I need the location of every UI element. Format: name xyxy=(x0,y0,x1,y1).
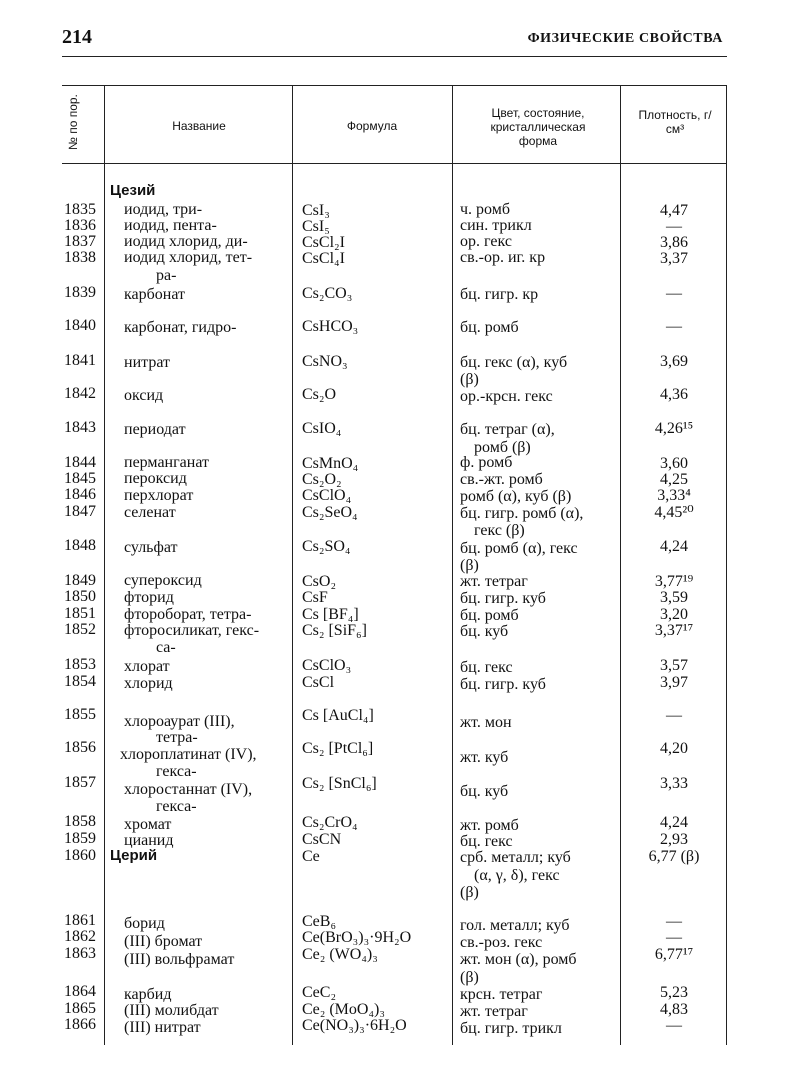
compound-name: иодид хлорид, ди- xyxy=(124,233,248,250)
compound-name: перманганат xyxy=(124,454,210,471)
compound-description: св.-жт. ромб xyxy=(460,471,543,488)
row-number: 1852 xyxy=(64,621,96,638)
compound-description: бц. гекс xyxy=(460,659,513,676)
compound-description: син. трикл xyxy=(460,217,532,234)
compound-name: супероксид xyxy=(124,572,202,589)
compound-formula: Cs [BF₄] xyxy=(302,606,359,623)
row-number: 1861 xyxy=(64,912,96,929)
compound-description: гекс (β) xyxy=(474,522,525,539)
compound-formula: CsCl₄I xyxy=(302,250,345,267)
row-number: 1864 xyxy=(64,983,96,1000)
compound-density: 3,37¹⁷ xyxy=(654,622,694,639)
compound-description: бц. гекс xyxy=(460,833,513,850)
compound-formula: CeC₂ xyxy=(302,984,337,1001)
compound-density: 4,20 xyxy=(660,740,688,757)
compound-name: (III) бромат xyxy=(124,933,203,950)
compound-density: 4,83 xyxy=(660,1001,688,1018)
compound-density: 6,77 (β) xyxy=(648,848,700,865)
compound-formula: Ce₂ (WO₄)₃ xyxy=(302,946,378,963)
compound-description: бц. куб xyxy=(460,783,509,800)
compound-description: жт. ромб xyxy=(460,817,519,834)
compound-description: (α, γ, δ), гекс xyxy=(474,867,560,884)
table-top-border xyxy=(62,85,727,86)
compound-name: оксид xyxy=(124,387,164,404)
compound-density: 3,33⁴ xyxy=(657,487,691,504)
row-number: 1862 xyxy=(64,928,96,945)
compound-description: ф. ромб xyxy=(460,454,513,471)
compound-formula: CsI₅ xyxy=(302,218,330,235)
row-number: 1850 xyxy=(64,588,96,605)
compound-name: сульфат xyxy=(124,539,178,556)
compound-density: 4,24 xyxy=(660,538,688,555)
column-divider xyxy=(292,85,293,1045)
compound-density: 6,77¹⁷ xyxy=(654,946,694,963)
compound-description: жт. куб xyxy=(460,749,509,766)
row-number: 1851 xyxy=(64,605,96,622)
row-number: 1863 xyxy=(64,945,96,962)
compound-description: бц. гигр. кр xyxy=(460,286,539,303)
compound-name: карбонат xyxy=(124,286,186,303)
compound-name: хлорат xyxy=(124,658,170,675)
compound-formula: Ce xyxy=(302,848,320,865)
compound-formula: CsCl xyxy=(302,674,335,691)
compound-description: (β) xyxy=(460,557,479,574)
row-number: 1847 xyxy=(64,503,96,520)
column-header-num: № по пор. xyxy=(66,94,80,150)
column-header-color: Цвет, состояние, кристаллическая форма xyxy=(490,106,586,148)
compound-name: хлоростаннат (IV), xyxy=(124,781,253,798)
compound-description: ор.-крсн. гекс xyxy=(460,388,553,405)
compound-name: иодид, пента- xyxy=(124,217,217,234)
column-header-density: Плотность, г/см³ xyxy=(638,108,712,136)
compound-description: бц. ромб xyxy=(460,607,519,624)
compound-formula: Cs₂ [SnCl₆] xyxy=(302,775,377,792)
section-title: ФИЗИЧЕСКИЕ СВОЙСТВА xyxy=(527,31,723,46)
compound-density: 3,37 xyxy=(660,250,688,267)
row-number: 1840 xyxy=(64,317,96,334)
compound-formula: Cs₂CO₃ xyxy=(302,285,353,302)
compound-formula: Cs₂ [PtCl₆] xyxy=(302,740,374,757)
compound-description: бц. ромб (α), гекс xyxy=(460,540,578,557)
compound-density: 4,26¹⁵ xyxy=(654,420,694,437)
column-divider xyxy=(452,85,453,1045)
compound-name: периодат xyxy=(124,421,186,438)
compound-name: хлорид xyxy=(124,675,173,692)
compound-formula: Ce₂ (MoO₄)₃ xyxy=(302,1001,385,1018)
compound-description: св.-роз. гекс xyxy=(460,934,543,951)
compound-density: — xyxy=(666,218,682,235)
compound-formula: CsO₂ xyxy=(302,573,337,590)
compound-name: фторид xyxy=(124,589,174,606)
compound-name: гекса- xyxy=(156,798,197,815)
compound-density: — xyxy=(666,1017,682,1034)
column-divider xyxy=(104,85,105,1045)
compound-name: карбонат, гидро- xyxy=(124,319,237,336)
row-number: 1865 xyxy=(64,1000,96,1017)
compound-density: 4,45²⁰ xyxy=(654,504,694,521)
row-number: 1854 xyxy=(64,673,96,690)
row-number: 1849 xyxy=(64,572,96,589)
compound-description: бц. гигр. трикл xyxy=(460,1020,562,1037)
compound-description: ор. гекс xyxy=(460,233,512,250)
row-number: 1859 xyxy=(64,830,96,847)
compound-name: перхлорат xyxy=(124,487,194,504)
compound-formula: CsI₃ xyxy=(302,202,330,219)
compound-description: жт. мон xyxy=(460,714,512,731)
compound-density: 4,25 xyxy=(660,471,688,488)
header-rule xyxy=(62,56,727,57)
compound-name: борид xyxy=(124,915,165,932)
table-header-border xyxy=(62,163,727,164)
compound-description: ромб (α), куб (β) xyxy=(460,488,572,505)
compound-description: гол. металл; куб xyxy=(460,917,570,934)
compound-description: бц. гигр. куб xyxy=(460,676,546,693)
compound-description: бц. куб xyxy=(460,623,509,640)
row-number: 1835 xyxy=(64,201,96,218)
compound-description: бц. гигр. ромб (α), xyxy=(460,505,584,522)
compound-name: гекса- xyxy=(156,763,197,780)
row-number: 1855 xyxy=(64,706,96,723)
compound-description: крсн. тетраг xyxy=(460,986,543,1003)
compound-description: жт. мон (α), ромб xyxy=(460,951,577,968)
compound-name: иодид хлорид, тет- xyxy=(124,249,253,266)
compound-formula: Cs [AuCl₄] xyxy=(302,707,374,724)
compound-name: ра- xyxy=(156,267,177,284)
compound-formula: CsCN xyxy=(302,831,342,848)
compound-formula: CsIO₄ xyxy=(302,420,342,437)
compound-description: (β) xyxy=(460,969,479,986)
column-divider xyxy=(620,85,621,1045)
compound-name: хлороплатинат (IV), xyxy=(120,746,257,763)
row-number: 1842 xyxy=(64,385,96,402)
row-number: 1841 xyxy=(64,352,96,369)
row-number: 1858 xyxy=(64,813,96,830)
row-number: 1853 xyxy=(64,656,96,673)
compound-name: тетра- xyxy=(156,729,198,746)
compound-description: ромб (β) xyxy=(474,439,531,456)
compound-description: (β) xyxy=(460,884,479,901)
compound-description: жт. тетраг xyxy=(460,573,528,590)
section-heading: Цезий xyxy=(110,182,156,199)
compound-formula: CsMnO₄ xyxy=(302,455,359,472)
compound-description: бц. гекс (α), куб xyxy=(460,354,568,371)
compound-density: 3,57 xyxy=(660,657,688,674)
row-number: 1846 xyxy=(64,486,96,503)
row-number: 1843 xyxy=(64,419,96,436)
compound-density: — xyxy=(666,318,682,335)
row-number: 1848 xyxy=(64,537,96,554)
column-header-name: Название xyxy=(172,119,226,133)
row-number: 1860 xyxy=(64,847,96,864)
row-number: 1838 xyxy=(64,249,96,266)
compound-density: — xyxy=(666,913,682,930)
page-number: 214 xyxy=(62,26,92,48)
compound-formula: CsHCO₃ xyxy=(302,318,359,335)
compound-formula: CsNO₃ xyxy=(302,353,348,370)
compound-density: 3,60 xyxy=(660,455,688,472)
compound-name: хлороаурат (III), xyxy=(124,713,235,730)
compound-density: 3,59 xyxy=(660,589,688,606)
compound-formula: CeB₆ xyxy=(302,913,337,930)
compound-formula: CsClO₃ xyxy=(302,657,352,674)
compound-name: иодид, три- xyxy=(124,201,203,218)
compound-description: бц. тетраг (α), xyxy=(460,421,555,438)
compound-density: — xyxy=(666,707,682,724)
compound-description: ч. ромб xyxy=(460,201,511,218)
compound-density: — xyxy=(666,929,682,946)
compound-formula: Cs₂SeO₄ xyxy=(302,504,358,521)
compound-name: (III) нитрат xyxy=(124,1019,201,1036)
row-number: 1856 xyxy=(64,739,96,756)
compound-density: 2,93 xyxy=(660,831,688,848)
row-number: 1837 xyxy=(64,233,96,250)
compound-density: 3,86 xyxy=(660,234,688,251)
compound-formula: Cs₂SO₄ xyxy=(302,538,351,555)
compound-name: са- xyxy=(156,639,176,656)
compound-formula: CsCl₂I xyxy=(302,234,345,251)
compound-formula: Cs₂O xyxy=(302,386,337,403)
compound-density: 3,97 xyxy=(660,674,688,691)
section-heading: Церий xyxy=(110,847,158,864)
compound-name: цианид xyxy=(124,832,174,849)
compound-density: 3,33 xyxy=(660,775,688,792)
compound-name: (III) молибдат xyxy=(124,1002,219,1019)
compound-description: срб. металл; куб xyxy=(460,849,571,866)
compound-description: (β) xyxy=(460,371,479,388)
compound-name: фторосиликат, гекс- xyxy=(124,622,260,639)
compound-formula: Cs₂O₂ xyxy=(302,471,342,488)
compound-formula: CsClO₄ xyxy=(302,487,352,504)
compound-density: 3,77¹⁹ xyxy=(654,573,694,590)
compound-description: бц. ромб xyxy=(460,319,519,336)
column-header-formula: Формула xyxy=(346,119,398,133)
column-divider xyxy=(726,85,727,1045)
compound-formula: Cs₂ [SiF₆] xyxy=(302,622,367,639)
compound-formula: CsF xyxy=(302,589,328,606)
compound-description: св.-ор. иг. кр xyxy=(460,249,546,266)
compound-density: 5,23 xyxy=(660,984,688,1001)
compound-formula: Cs₂CrO₄ xyxy=(302,814,358,831)
compound-name: карбид xyxy=(124,986,172,1003)
compound-density: 3,20 xyxy=(660,606,688,623)
row-number: 1839 xyxy=(64,284,96,301)
row-number: 1857 xyxy=(64,774,96,791)
compound-name: нитрат xyxy=(124,354,170,371)
compound-name: селенат xyxy=(124,504,176,521)
compound-formula: Ce(NO₃)₃·6H₂O xyxy=(302,1017,407,1034)
compound-description: бц. гигр. куб xyxy=(460,590,546,607)
compound-formula: Ce(BrO₃)₃·9H₂O xyxy=(302,929,412,946)
compound-density: 4,24 xyxy=(660,814,688,831)
compound-name: фтороборат, тетра- xyxy=(124,606,252,623)
compound-name: пероксид xyxy=(124,470,187,487)
compound-name: (III) вольфрамат xyxy=(124,951,235,968)
compound-density: — xyxy=(666,285,682,302)
row-number: 1836 xyxy=(64,217,96,234)
row-number: 1866 xyxy=(64,1016,96,1033)
compound-density: 3,69 xyxy=(660,353,688,370)
compound-description: жт. тетраг xyxy=(460,1003,528,1020)
row-number: 1845 xyxy=(64,470,96,487)
compound-density: 4,47 xyxy=(660,202,688,219)
row-number: 1844 xyxy=(64,454,96,471)
compound-density: 4,36 xyxy=(660,386,688,403)
compound-name: хромат xyxy=(124,816,172,833)
